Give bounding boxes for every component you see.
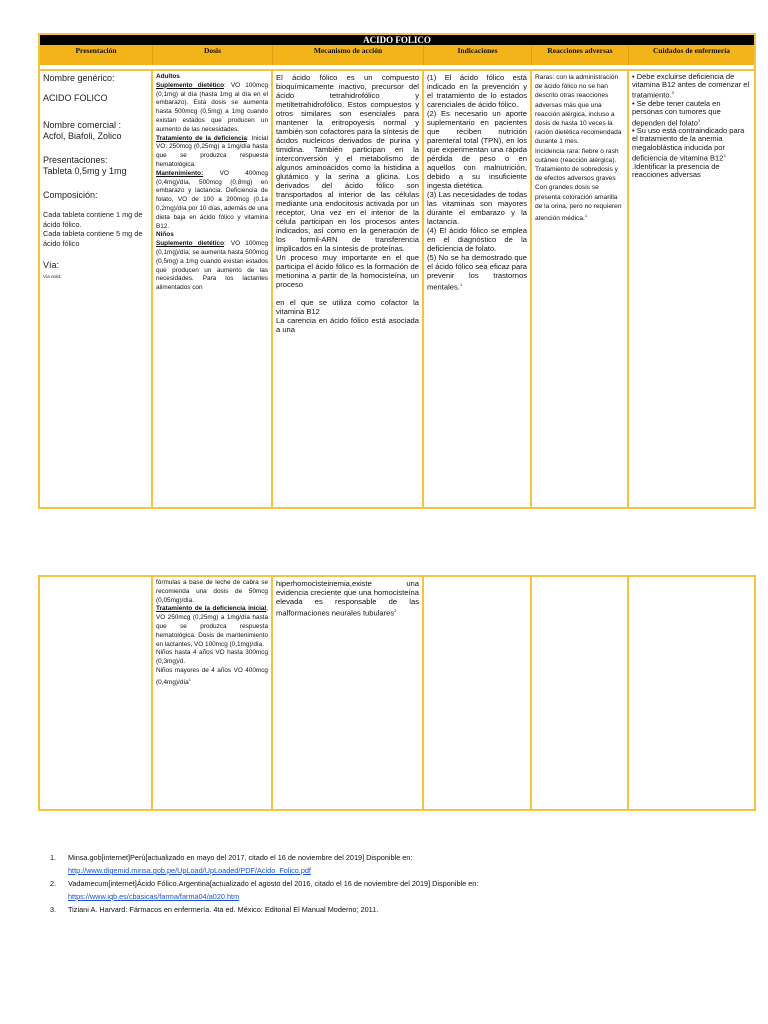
indicacion-ref: 1 (459, 282, 463, 287)
header-mecanismo: Mecanismo de acción (273, 45, 424, 65)
cuidado-1-ref: 3 (671, 90, 674, 96)
dosis-s1-text: : VO 100mcg (0,1mg) al día (hasta 1mg al día en el embarazo). Esta dosis se aumenta hasta 500mcg (0,5mg) a 1mg cuando existan estados que producen un aumento de las necesidades. (156, 81, 268, 133)
cell-presentacion-2 (40, 577, 153, 809)
reference-link[interactable]: http://www.digemid.minsa.gob.pe/UpLoad/UpLoaded/PDF/Acido_Folico.pdf (68, 866, 311, 875)
commercial-label: Nombre comercial : (43, 120, 122, 130)
mecanismo2-text: hiperhomocisteinemia,existe una evidencia creciente que una homocisteína elevada es responsable de las malformaciones neurales tubulares (276, 579, 419, 618)
via-label: Vía: (43, 260, 60, 270)
presentations-label: Presentaciones: (43, 155, 108, 165)
cell-dosis (153, 71, 273, 507)
dosis-s4-text: : VO 100mcg (0,1mg)/día; se aumenta hasta 500mcg (0,5mg) a 1mg cuando existan estados que producen un aumento de las necesidades. Para los lactantes alimentados con (156, 240, 268, 292)
dosis-ninos: Niños (156, 231, 174, 239)
reference-number: 2. (50, 879, 57, 888)
reacciones-text3: Tratamiento de sobredosis y de efectos adversos graves Con grandes dosis se presenta coloración amarilla de la orina, pero no requieren atención médica. (535, 166, 622, 223)
dosis2-t1: fórmulas a base de leche de cabra se recomienda una dosis de 50mcg (0,05mg)/día. (156, 579, 268, 604)
dosis2-s1-title: Tratamiento de la deficiencia inicial (156, 605, 267, 613)
presentations-value: Tableta 0,5mg y 1mg (43, 166, 127, 176)
cell-mecanismo-2 (273, 577, 424, 809)
header-indicaciones: Indicaciones (424, 45, 532, 65)
reacciones-ref: 1 (584, 213, 588, 219)
dosis-s2-title: Tratamiento de la deficiencia (156, 134, 247, 142)
composition-label: Composición: (43, 190, 98, 200)
cell-mecanismo (273, 71, 424, 507)
mecanismo-text2: Un proceso muy importante en el que participa el ácido fólico es la formación de metionina a partir de la homocisteína, un proceso (276, 253, 419, 289)
cuidado-1: • Debe excluirse deficiencia de vitamina B12 antes de comenzar el tratamiento. (632, 72, 750, 100)
drug-table-part2 (38, 575, 756, 811)
header-dosis: Dosis (153, 45, 273, 65)
cell-indicaciones-2 (424, 577, 532, 809)
header-cuidados: Cuidados de enfermería (652, 46, 731, 55)
cuidado-4: .Identificar la presencia de reacciones adversas (632, 161, 720, 179)
reacciones-text1: Raras: con la administración de ácido fólico no se han descrito otras reacciones adversas más que una reacción alérgica, incluso a dosis de hasta 10 veces la ración dietética recomendada durante 1 mes. (535, 74, 622, 146)
cell-cuidados-2 (629, 577, 754, 809)
references-list (50, 851, 750, 916)
cell-reacciones (532, 71, 629, 507)
header-reacciones: Reacciones adversas (532, 45, 629, 65)
drug-table-part1 (38, 33, 756, 509)
cell-reacciones-2 (532, 577, 629, 809)
generic-label: Nombre genérico: (43, 73, 115, 83)
cuidado-2-ref: 3 (697, 117, 701, 123)
dosis2-t3: Niños mayores de 4 años VO 400mcg (0,4mg)/día (156, 666, 268, 686)
table-title: ACIDO FOLICO (40, 35, 754, 45)
dosis2-t2: Niños hasta 4 años VO hasta 300mcg (0,3mg)/d. (156, 649, 268, 666)
cuidado-3-ref: 3 (723, 152, 726, 158)
dosis-s4-title: Suplemento dietético (156, 240, 224, 248)
reference-item (50, 851, 750, 877)
dosis-adultos: Adultos (156, 73, 180, 80)
reference-item (50, 903, 750, 916)
dosis-s1-title: Suplemento dietético (156, 81, 224, 89)
dosis2-ref: 1 (188, 676, 191, 682)
header-presentacion: Presentación (40, 45, 153, 65)
indicacion-1: (1) El ácido fólico está indicado en la prevención y el tratamiento de lo estados carenciales de ácido fólico. (427, 73, 527, 109)
cell-dosis-2 (153, 577, 273, 809)
dosis-s3-title: Mantenimiento: (156, 169, 204, 177)
mecanismo-text1: El ácido fólico es un compuesto bioquímicamente inactivo, precursor del ácido tetrahidrofólico y metiltetrahidrofólico. Estos compuestos y otros similares son esenciales para mantener la eritropoyesis normal y también son cofactores para la síntesis de ácidos nucleicos derivados de purina y timidina. También participan en la interconversión y el metabolismo de algunos aminoácidos como la histidina a glutámico y la serina a glicina. Los derivados del ácido fólico son transportados al interior de las células mediante una endocitosis activada por un receptor, Una vez en el interior de la célula participan en los procesos antes indicados, así como en la generación de los formil-ARN de transferencia implicados en la síntesis de proteínas. (276, 73, 419, 253)
composition-1: Cada tableta contiene 1 mg de ácido fólico. (43, 210, 143, 229)
mecanismo-text4: La carencia en ácido fólico está asociada a una (276, 316, 419, 334)
dosis-s3-text: VO 400mcg (0,4mg)/día, 500mcg (0,8mg) en embarazo y lactancia. Deficiencia de folato, VO de 100 a 200mcg (0,1a 0,2mg)/día por 10 días, además de una dieta baja en ácido fólico y vitamina B12. (156, 169, 268, 230)
reference-link[interactable]: https://www.iqb.es/cbasicas/farma/farma04/a020.htm (68, 892, 240, 901)
reference-number: 1. (50, 853, 57, 862)
reference-text: Tiziani A. Harvard: Fármacos en enfermería. 4ta ed. México: Editorial El Manual Moderno; 2011. (68, 905, 379, 914)
dosis-s2-text: : Inicial VO: 250mcg (0,25mg) a 1mg/día hasta que se produzca respuesta hematológica. (156, 134, 268, 168)
reference-number: 3. (50, 905, 57, 914)
indicacion-4: (4) El ácido fólico se emplea en el diagnóstico de la deficiencia de folato. (427, 226, 527, 253)
indicacion-5: (5) No se ha demostrado que el ácido fólico sea eficaz para prevenir los trastornos mentales. (427, 253, 527, 292)
via-value: Vía oral1 (43, 274, 62, 279)
reference-text: Minsa.gob[internet]Perú[actualizado en mayo del 2017, citado el 16 de noviembre del 2019] Disponible en: (68, 853, 413, 862)
indicacion-3: (3) Las necesidades de todas las vitaminas son mayores durante el embarazo y la lactancia. (427, 190, 527, 226)
generic-value: ACIDO FOLICO (43, 93, 108, 103)
mecanismo2-ref: 2 (394, 608, 397, 613)
table-body-row (40, 71, 754, 507)
cell-presentacion (40, 71, 153, 507)
cuidado-3: • Su uso está contraindicado para el tratamiento de la anemia megaloblástica inducida por deficiencia de vitamina B12 (632, 126, 745, 163)
cell-cuidados (629, 71, 754, 507)
indicacion-2: (2) Es necesario un aporte suplementario en pacientes que reciben nutrición parenteral total (TPN), en los que experimentan una rápida pérdida de peso o en aquellos con malnutrición, debido a su insuficiente ingesta dietética. (427, 109, 527, 190)
mecanismo-text3: en el que se utiliza como cofactor la vitamina B12 (276, 298, 419, 316)
cuidado-2: • Se debe tener cautela en personas con tumores que dependen del folato (632, 99, 721, 128)
reacciones-text2: Incidencia rara: fiebre o rash cutáneo (reacción alérgica). (535, 147, 619, 164)
reference-text: Vadamecum[internet]Ácido Fólico.Argentina[actualizado el agosto del 2016, citado el 16 de noviembre del 2019] Disponible en: (68, 879, 479, 888)
reference-item (50, 877, 750, 903)
table-header-row (40, 45, 754, 65)
table-body-row-2 (40, 577, 754, 809)
cell-indicaciones (424, 71, 532, 507)
dosis2-s1-text: , VO 250mcg (0,25mg) a 1mg/día hasta que se produzca respuesta hematológica. Dosis de mantenimiento en lactantes, VO 100mcg (0,1mg)/día. (156, 605, 268, 648)
composition-2: Cada tableta contiene 5 mg de ácido fólico (43, 229, 143, 248)
commercial-value: Acfol, Biafoli, Zolico (43, 131, 122, 141)
